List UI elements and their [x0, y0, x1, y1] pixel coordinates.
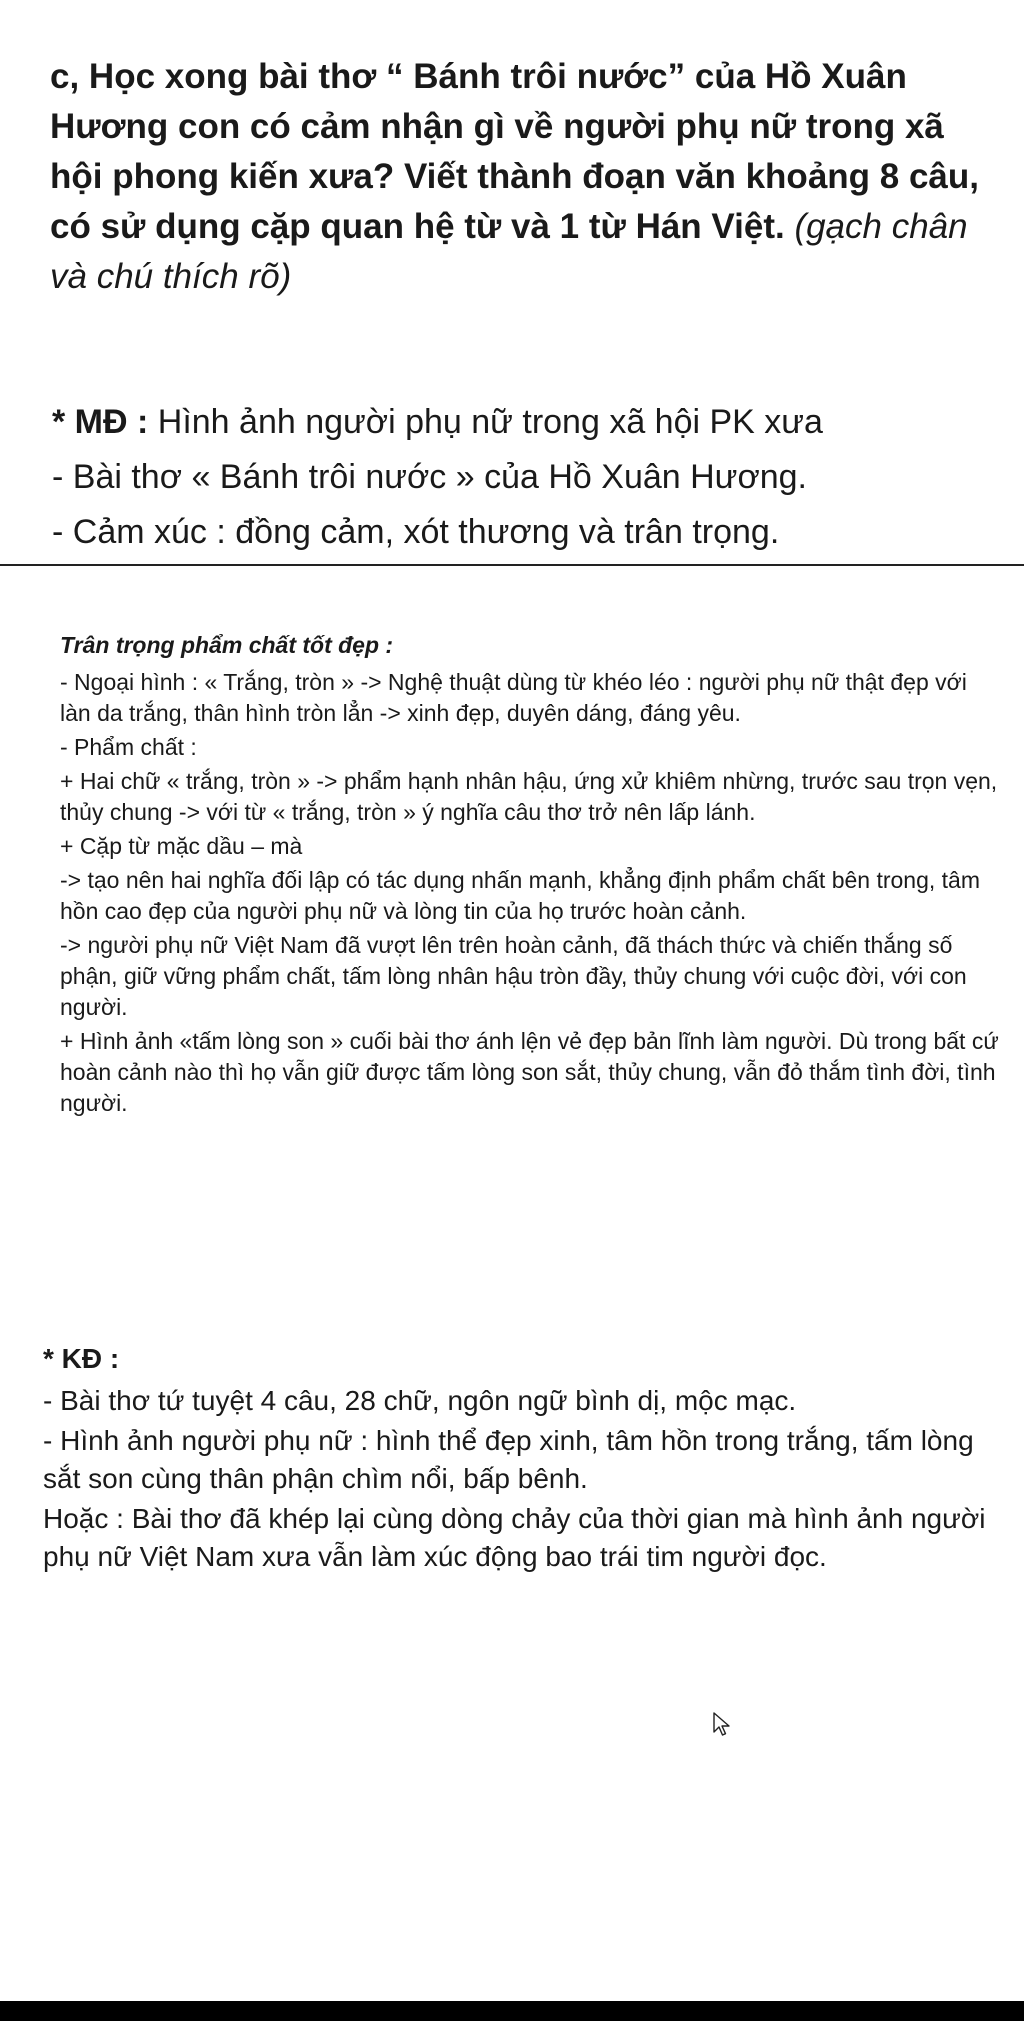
mo-doan-section [52, 395, 1012, 560]
bottom-bar [0, 2001, 1024, 2021]
than-bai-paragraph: + Cặp từ mặc dầu – mà [60, 833, 303, 859]
mo-doan-topic: Hình ảnh người phụ nữ trong xã hội PK xưa [148, 403, 823, 441]
mo-doan-line-1 [52, 395, 1012, 450]
question-text: c, Học xong bài thơ “ Bánh trôi nước” của Hồ Xuân Hương con có cảm nhận gì về người phụ nữ trong xã hội phong kiến xưa? Viết thành đoạn văn khoảng 8 câu, có sử dụng cặp quan hệ từ và 1 từ Hán Việt. [50, 57, 979, 246]
mo-doan-label: * MĐ : [52, 403, 149, 441]
question-note: (gạch chân và chú thích rõ) [50, 207, 968, 296]
than-bai-heading: Trân trọng phẩm chất tốt đẹp : [60, 632, 394, 658]
than-bai-paragraph: -> người phụ nữ Việt Nam đã vượt lên trên hoàn cảnh, đã thách thức và chiến thắng số phận, giữ vững phẩm chất, tấm lòng nhân hậu tròn đầy, thủy chung với cuộc đời, với con người. [60, 932, 967, 1020]
question-prompt [50, 52, 1000, 302]
ket-doan-paragraph: - Hình ảnh người phụ nữ : hình thể đẹp xinh, tâm hồn trong trắng, tấm lòng sắt son cùng thân phận chìm nổi, bấp bênh. [43, 1425, 974, 1494]
ket-doan-paragraph: - Bài thơ tứ tuyệt 4 câu, 28 chữ, ngôn ngữ bình dị, mộc mạc. [43, 1385, 797, 1416]
ket-doan-section [43, 1340, 1003, 1578]
than-bai-paragraph: + Hai chữ « trắng, tròn » -> phẩm hạnh nhân hậu, ứng xử khiêm nhừng, trước sau trọn vẹn, thủy chung -> với từ « trắng, tròn » ý nghĩa câu thơ trở nên lấp lánh. [60, 768, 998, 825]
than-bai-paragraph: + Hình ảnh «tấm lòng son » cuối bài thơ ánh lện vẻ đẹp bản lĩnh làm người. Dù trong bất cứ hoàn cảnh nào thì họ vẫn giữ được tấm lòng son sắt, thủy chung, vẫn đỏ thắm tình đời, tình người. [60, 1028, 999, 1116]
section-divider [0, 564, 1024, 566]
than-bai-section [60, 630, 1000, 1122]
than-bai-paragraph: -> tạo nên hai nghĩa đối lập có tác dụng nhấn mạnh, khẳng định phẩm chất bên trong, tâm hồn cao đẹp của người phụ nữ và lòng tin của họ trước hoàn cảnh. [60, 867, 981, 924]
mo-doan-line-3: - Cảm xúc : đồng cảm, xót thương và trân trọng. [52, 513, 780, 551]
than-bai-paragraph: - Phẩm chất : [60, 734, 197, 760]
mouse-pointer-icon [712, 1712, 732, 1738]
ket-doan-heading: * KĐ : [43, 1343, 120, 1374]
than-bai-paragraph: - Ngoại hình : « Trắng, tròn » -> Nghệ thuật dùng từ khéo léo : người phụ nữ thật đẹp với làn da trắng, thân hình tròn lẳn -> xinh đẹp, duyên dáng, đáng yêu. [60, 669, 967, 726]
ket-doan-paragraph: Hoặc : Bài thơ đã khép lại cùng dòng chảy của thời gian mà hình ảnh người phụ nữ Việt Nam xưa vẫn làm xúc động bao trái tim người đọc. [43, 1503, 986, 1572]
mo-doan-line-2: - Bài thơ « Bánh trôi nước » của Hồ Xuân Hương. [52, 458, 808, 496]
